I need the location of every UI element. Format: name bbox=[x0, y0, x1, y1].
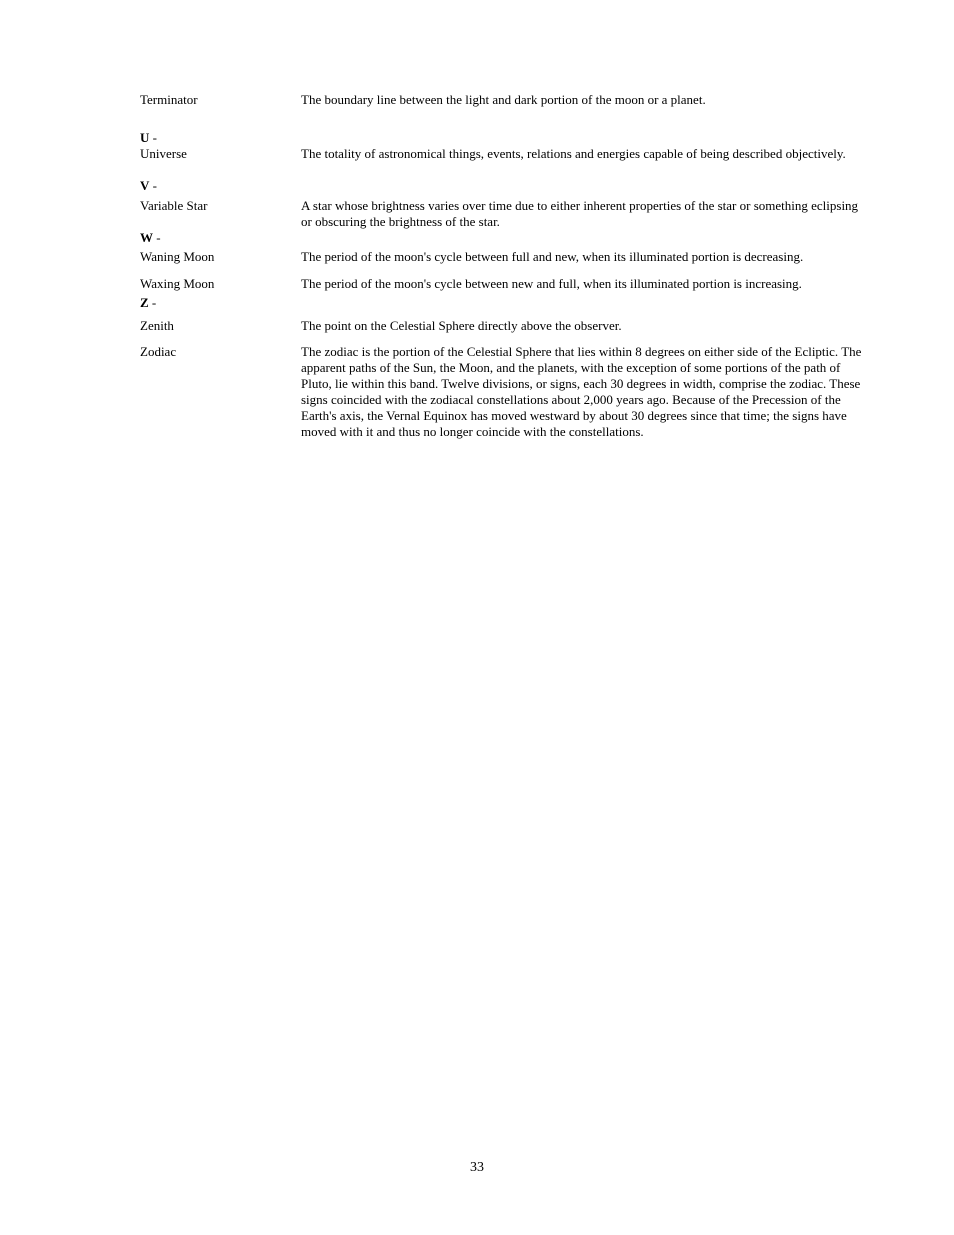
glossary-term: Waxing Moon bbox=[140, 276, 215, 291]
glossary-term: Zodiac bbox=[140, 344, 177, 359]
section-dash: - bbox=[148, 295, 157, 310]
glossary-definition: The zodiac is the portion of the Celestial Sphere that lies within 8 degrees on either side of the Ecliptic. The apparent paths of the Sun, the Moon, and the planets, with the exception of some portions of the path of Pluto, lie within this band. Twelve divisions, or signs, each 30 degrees in width, comprise the zodiac. These signs coincided with the zodiacal constellations about 2,000 years ago. Because of the Precession of the Earth's axis, the Vernal Equinox has moved westward by about 30 degrees since that time; the signs have moved with it and thus no longer coincide with the constellations. bbox=[301, 344, 862, 439]
section-heading-z bbox=[140, 295, 156, 311]
section-letter: Z bbox=[140, 295, 149, 310]
section-heading-w bbox=[140, 230, 161, 246]
glossary-definition: The boundary line between the light and dark portion of the moon or a planet. bbox=[301, 92, 706, 107]
section-heading-u bbox=[140, 130, 157, 146]
section-heading-v bbox=[140, 178, 157, 194]
section-letter: U bbox=[140, 130, 150, 145]
glossary-definition: The period of the moon's cycle between new and full, when its illuminated portion is increasing. bbox=[301, 276, 802, 291]
glossary-term: Universe bbox=[140, 146, 187, 161]
glossary-definition: A star whose brightness varies over time due to either inherent properties of the star or something eclipsing or obscuring the brightness of the star. bbox=[301, 198, 859, 229]
section-dash: - bbox=[149, 130, 157, 145]
glossary-term: Waning Moon bbox=[140, 249, 215, 264]
page-number: 33 bbox=[470, 1160, 484, 1175]
glossary-term: Terminator bbox=[140, 92, 198, 107]
glossary-definition: The point on the Celestial Sphere directly above the observer. bbox=[301, 318, 622, 333]
section-dash: - bbox=[149, 178, 157, 193]
glossary-term: Variable Star bbox=[140, 198, 208, 213]
glossary-term: Zenith bbox=[140, 318, 174, 333]
section-letter: W bbox=[140, 230, 153, 245]
glossary-definition: The totality of astronomical things, events, relations and energies capable of being described objectively. bbox=[301, 146, 846, 161]
section-dash: - bbox=[153, 230, 161, 245]
glossary-definition: The period of the moon's cycle between full and new, when its illuminated portion is decreasing. bbox=[301, 249, 804, 264]
section-letter: V bbox=[140, 178, 150, 193]
